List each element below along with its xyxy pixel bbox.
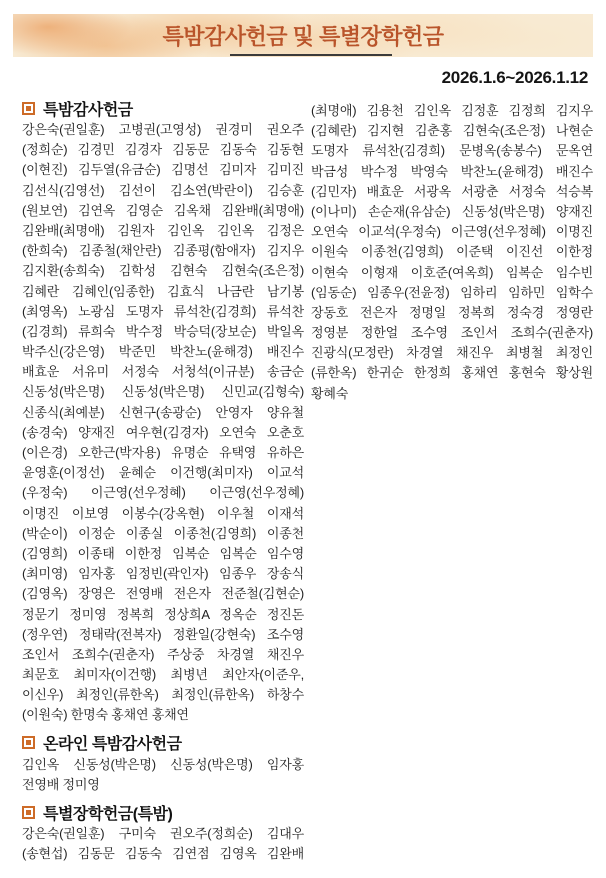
name-list-line: 배효운 서유미 서정숙 서청석(이규분) 송금순 [22, 364, 304, 380]
name-list-line: 이현숙 이형재 이호준(여옥희) 임복순 임수빈 [311, 264, 593, 280]
left-column [22, 98, 304, 864]
square-bullet-inner [26, 740, 31, 745]
name-list-line: (이나미) 손순재(유삼순) 신동성(박은명) 양재진 [311, 203, 593, 219]
title-banner [13, 14, 593, 57]
section-header [22, 733, 304, 753]
name-list-line: 김지환(송희숙) 김학성 김현숙 김현숙(조은정) [22, 263, 304, 279]
name-list-line: (류한옥) 한귀순 한정희 홍채연 홍현숙 황상원 [311, 365, 593, 381]
name-list [22, 824, 304, 864]
name-list-line: 최문호 최미자(이건행) 최병년 최안자(이준우, [22, 667, 304, 683]
section-special-scholarship-offering-continued [311, 101, 593, 404]
name-list-line: 조인서 조희수(권춘자) 주상중 차경열 채진우 [22, 646, 304, 662]
name-list-line: (이현진) 김두열(유금순) 김명선 김미자 김미진 [22, 162, 304, 178]
square-bullet-inner [26, 106, 31, 111]
section-title: 온라인 특밤감사헌금 [43, 736, 182, 754]
name-list-line: 정문기 정미영 정복희 정상희A 정옥순 정진돈 [22, 606, 304, 622]
date-range: 2026.1.6~2026.1.12 [441, 68, 588, 87]
name-list-line: (박순이) 이정순 이종실 이종천(김영희) 이종천 [22, 525, 304, 541]
name-list-line: 김완배(최명애) 김원자 김인옥 김인옥 김정은 [22, 222, 304, 238]
name-list-line: (최명애) 김용천 김인옥 김정훈 김정희 김지우 [311, 103, 593, 118]
name-list-line: (정희순) 김경민 김경자 김동문 김동숙 김동현 [22, 142, 304, 158]
name-list-line: 김선식(김영선) 김선이 김소연(박란이) 김승훈 [22, 182, 304, 198]
section-title: 특별장학헌금(특밤) [43, 805, 173, 823]
name-list-line: 오연숙 이교석(우정숙) 이근영(선우정혜) 이명진 [311, 224, 593, 240]
name-list-line: (송경숙) 양재진 여우현(김경자) 오연숙 오춘호 [22, 424, 304, 440]
name-list-line: (최미영) 임자홍 임정빈(곽인자) 임종우 장송식 [22, 566, 304, 582]
name-list-line: (송현섭) 김동문 김동숙 김연점 김영옥 김완배 [22, 846, 304, 862]
name-list-line: (김혜란) 김지현 김춘홍 김현숙(조은정) 나현순 [311, 123, 593, 139]
name-list-line: 전영배 정미영 [22, 776, 100, 792]
section-header [22, 98, 304, 118]
name-list-line: (이은경) 오한근(박자용) 유명순 유택영 유하은 [22, 445, 304, 460]
name-list-line: 이원숙 이종천(김영희) 이준택 이진선 이한정 [311, 244, 593, 260]
name-list-line: (임동순) 임종우(전윤정) 임하리 임하민 임학수 [311, 284, 593, 300]
section-special-scholarship-offering [22, 802, 304, 864]
name-list-line: 김인옥 신동성(박은명) 신동성(박은명) 임자홍 [22, 756, 304, 772]
name-list-line: 이신우) 최정인(류한옥) 최정인(류한옥) 하창수 [22, 687, 304, 703]
title-underline [230, 54, 392, 56]
name-list-line: 김혜란 김혜인(임종한) 김효식 나금란 남기봉 [22, 283, 304, 299]
name-list-line: (정우연) 정태락(전복자) 정환일(강현숙) 조수영 [22, 626, 304, 642]
name-list-line: (우정숙) 이근영(선우정혜) 이근영(선우정혜) [22, 485, 304, 501]
name-list-line: 이명진 이보영 이봉수(강옥현) 이우철 이재석 [22, 505, 304, 521]
name-list-line: 박금성 박수정 박영숙 박찬노(윤해경) 배진수 [311, 163, 593, 179]
name-list-line: 황혜숙 [311, 385, 349, 401]
name-list-line: 박주신(강은영) 박준민 박찬노(윤해경) 배진수 [22, 344, 304, 360]
name-list-line: (김영희) 이종태 이한정 임복순 임복순 임수영 [22, 545, 304, 561]
name-list-line: (김경희) 류희숙 박수정 박승덕(장보순) 박일옥 [22, 323, 304, 339]
square-bullet-icon [22, 806, 35, 819]
name-list-line: 장동호 전은자 정명일 정복희 정숙경 정영란 [311, 304, 593, 320]
name-list-line: 윤영훈(이정선) 윤혜순 이건행(최미자) 이교석 [22, 465, 304, 481]
name-list-line: (한희숙) 김종철(채안란) 김종평(함애자) 김지우 [22, 243, 304, 259]
section-title: 특밤감사헌금 [43, 101, 133, 119]
name-list-line: (김영옥) 장영은 전영배 전은자 전준철(김현순) [22, 586, 304, 602]
name-list-line: (최영옥) 노광심 도명자 류석찬(김경희) 류석찬 [22, 303, 304, 319]
name-list-line: 진광식(모정란) 차경열 채진우 최병철 최정인 [311, 345, 593, 361]
section-header [22, 802, 304, 822]
right-column [311, 101, 593, 404]
page-title: 특밤감사헌금 및 특별장학헌금 [162, 24, 444, 49]
section-special-night-offering [22, 98, 304, 726]
name-list-line: 정영분 정한얼 조수영 조인서 조희수(권춘자) [311, 325, 593, 341]
name-list-line: (원보연) 김연옥 김영순 김옥채 김완배(최명애) [22, 202, 304, 218]
name-list-line: 신동성(박은명) 신동성(박은명) 신민교(김형숙) [22, 384, 304, 400]
square-bullet-icon [22, 736, 35, 749]
name-list-line: 강은숙(권일훈) 구미숙 권오주(정희순) 김대우 [22, 826, 304, 841]
section-online-special-night-offering [22, 733, 304, 795]
square-bullet-inner [26, 810, 31, 815]
name-list-line: 신종식(최예분) 신현구(송광순) 안영자 양유철 [22, 404, 304, 420]
name-list [22, 120, 304, 726]
name-list-line: 도명자 류석찬(김경희) 문병옥(송봉수) 문옥연 [311, 143, 593, 159]
name-list-line: (김민자) 배효운 서광옥 서광춘 서정숙 석승복 [311, 183, 593, 199]
name-list-line: 강은숙(권일훈) 고병권(고영성) 권경미 권오주 [22, 122, 304, 137]
name-list-line: (이원숙) 한명숙 홍채연 홍채연 [22, 707, 189, 723]
name-list [22, 755, 304, 795]
name-list-continued [311, 101, 593, 404]
square-bullet-icon [22, 102, 35, 115]
